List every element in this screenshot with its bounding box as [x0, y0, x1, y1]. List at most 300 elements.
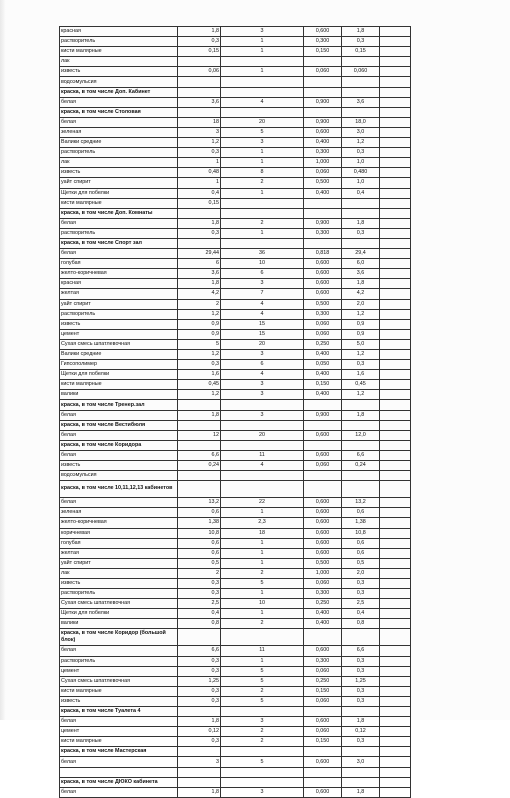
- section-header-row: [60, 481, 411, 498]
- unit-price-cell: 0,600: [304, 518, 342, 528]
- count-cell: 8: [221, 168, 304, 178]
- count-cell: [221, 400, 304, 410]
- unit-price-cell: 0,400: [304, 370, 342, 380]
- empty-cell: [380, 249, 411, 259]
- total-cell: [342, 777, 380, 787]
- item-name-cell: белая: [60, 717, 178, 727]
- count-cell: [221, 767, 304, 777]
- count-cell: 22: [221, 498, 304, 508]
- unit-price-cell: 0,300: [304, 656, 342, 666]
- unit-price-cell: 0,600: [304, 548, 342, 558]
- item-name-cell: Сухая смесь шпатлевочная: [60, 339, 178, 349]
- quantity-cell: [178, 747, 221, 757]
- empty-cell: [380, 370, 411, 380]
- unit-price-cell: 0,600: [304, 538, 342, 548]
- unit-price-cell: 0,600: [304, 259, 342, 269]
- item-name-cell: известь: [60, 168, 178, 178]
- quantity-cell: 0,3: [178, 589, 221, 599]
- item-name-cell: кисти малярные: [60, 686, 178, 696]
- table-row: [60, 508, 411, 518]
- count-cell: 5: [221, 696, 304, 706]
- item-name-cell: краска, в том числе ДЮКО кабинета: [60, 777, 178, 787]
- total-cell: 5,0: [342, 339, 380, 349]
- quantity-cell: 0,15: [178, 198, 221, 208]
- quantity-cell: 0,06: [178, 67, 221, 77]
- total-cell: 1,6: [342, 370, 380, 380]
- table-row: [60, 67, 411, 77]
- item-name-cell: белая: [60, 249, 178, 259]
- total-cell: 1,8: [342, 717, 380, 727]
- empty-cell: [380, 666, 411, 676]
- unit-price-cell: [304, 208, 342, 218]
- quantity-cell: 0,4: [178, 609, 221, 619]
- table-row: [60, 518, 411, 528]
- count-cell: 2: [221, 727, 304, 737]
- table-row: [60, 370, 411, 380]
- table-row: [60, 666, 411, 676]
- table-row: [60, 127, 411, 137]
- empty-cell: [380, 97, 411, 107]
- quantity-cell: 0,3: [178, 686, 221, 696]
- item-name-cell: желтая: [60, 289, 178, 299]
- empty-cell: [380, 481, 411, 498]
- total-cell: 3,6: [342, 269, 380, 279]
- empty-cell: [380, 117, 411, 127]
- table-row: [60, 289, 411, 299]
- total-cell: [342, 767, 380, 777]
- empty-cell: [380, 339, 411, 349]
- table-row: [60, 228, 411, 238]
- table-row: [60, 568, 411, 578]
- empty-cell: [380, 208, 411, 218]
- quantity-cell: 0,3: [178, 656, 221, 666]
- quantity-cell: 4,2: [178, 289, 221, 299]
- empty-cell: [380, 329, 411, 339]
- quantity-cell: 1,2: [178, 309, 221, 319]
- item-name-cell: белая: [60, 498, 178, 508]
- quantity-cell: 0,3: [178, 737, 221, 747]
- total-cell: 0,3: [342, 589, 380, 599]
- item-name-cell: Валики средние: [60, 138, 178, 148]
- count-cell: 10: [221, 599, 304, 609]
- count-cell: 4: [221, 97, 304, 107]
- empty-cell: [380, 158, 411, 168]
- table-row: [60, 528, 411, 538]
- unit-price-cell: 0,900: [304, 117, 342, 127]
- count-cell: 4: [221, 309, 304, 319]
- total-cell: 0,24: [342, 461, 380, 471]
- count-cell: [221, 208, 304, 218]
- total-cell: 1,38: [342, 518, 380, 528]
- item-name-cell: Валики средние: [60, 350, 178, 360]
- item-name-cell: коричневая: [60, 528, 178, 538]
- count-cell: [221, 107, 304, 117]
- unit-price-cell: 1,000: [304, 158, 342, 168]
- count-cell: 1: [221, 548, 304, 558]
- total-cell: 0,3: [342, 148, 380, 158]
- item-name-cell: уайт спирит: [60, 558, 178, 568]
- quantity-cell: 0,6: [178, 548, 221, 558]
- unit-price-cell: [304, 57, 342, 67]
- table-row: [60, 218, 411, 228]
- table-row: [60, 269, 411, 279]
- table-row: [60, 198, 411, 208]
- unit-price-cell: 0,600: [304, 717, 342, 727]
- count-cell: 5: [221, 757, 304, 767]
- item-name-cell: краска, в том числе Туалета 4: [60, 707, 178, 717]
- unit-price-cell: 0,060: [304, 696, 342, 706]
- table-row: [60, 339, 411, 349]
- unit-price-cell: [304, 440, 342, 450]
- total-cell: 0,4: [342, 188, 380, 198]
- empty-cell: [380, 37, 411, 47]
- total-cell: 18,0: [342, 117, 380, 127]
- table-row: [60, 619, 411, 629]
- quantity-cell: [178, 777, 221, 787]
- quantity-cell: 1,8: [178, 279, 221, 289]
- table-row: [60, 329, 411, 339]
- quantity-cell: 0,3: [178, 696, 221, 706]
- table-row: [60, 757, 411, 767]
- unit-price-cell: [304, 238, 342, 248]
- count-cell: 1: [221, 47, 304, 57]
- count-cell: 18: [221, 528, 304, 538]
- section-header-row: [60, 777, 411, 787]
- empty-cell: [380, 360, 411, 370]
- unit-price-cell: [304, 107, 342, 117]
- count-cell: 2: [221, 619, 304, 629]
- item-name-cell: желто-коричневая: [60, 518, 178, 528]
- quantity-cell: 1,8: [178, 218, 221, 228]
- table-row: [60, 168, 411, 178]
- section-header-row: [60, 707, 411, 717]
- item-name-cell: цемент: [60, 666, 178, 676]
- table-row: [60, 279, 411, 289]
- unit-price-cell: 0,600: [304, 279, 342, 289]
- item-name-cell: краска, в том числе Доп. Комнаты: [60, 208, 178, 218]
- unit-price-cell: 0,600: [304, 127, 342, 137]
- unit-price-cell: [304, 400, 342, 410]
- empty-cell: [380, 528, 411, 538]
- table-row: [60, 548, 411, 558]
- total-cell: 3,0: [342, 757, 380, 767]
- quantity-cell: [178, 107, 221, 117]
- empty-cell: [380, 777, 411, 787]
- quantity-cell: [178, 471, 221, 481]
- total-cell: 6,0: [342, 259, 380, 269]
- total-cell: 1,8: [342, 27, 380, 37]
- quantity-cell: 3: [178, 127, 221, 137]
- total-cell: 1,2: [342, 309, 380, 319]
- item-name-cell: красная: [60, 279, 178, 289]
- table-row: [60, 350, 411, 360]
- total-cell: 1,0: [342, 158, 380, 168]
- item-name-cell: краска, в том числе Вестибюля: [60, 420, 178, 430]
- table-row: [60, 138, 411, 148]
- empty-cell: [380, 568, 411, 578]
- item-name-cell: краска, в том числе Тренер.зал: [60, 400, 178, 410]
- item-name-cell: известь: [60, 578, 178, 588]
- quantity-cell: 3,6: [178, 97, 221, 107]
- count-cell: [221, 87, 304, 97]
- item-name-cell: зеленая: [60, 127, 178, 137]
- item-name-cell: растворитель: [60, 309, 178, 319]
- table-row: [60, 599, 411, 609]
- empty-cell: [380, 228, 411, 238]
- count-cell: [221, 707, 304, 717]
- item-name-cell: голубая: [60, 538, 178, 548]
- total-cell: 0,8: [342, 619, 380, 629]
- empty-cell: [380, 609, 411, 619]
- total-cell: 1,8: [342, 410, 380, 420]
- item-name-cell: водоэмульсия: [60, 471, 178, 481]
- total-cell: 0,3: [342, 37, 380, 47]
- unit-price-cell: 0,250: [304, 676, 342, 686]
- item-name-cell: растворитель: [60, 228, 178, 238]
- empty-cell: [380, 498, 411, 508]
- quantity-cell: 6: [178, 259, 221, 269]
- empty-cell: [380, 518, 411, 528]
- empty-cell: [380, 47, 411, 57]
- item-name-cell: цемент: [60, 727, 178, 737]
- section-header-row: [60, 208, 411, 218]
- unit-price-cell: 0,500: [304, 299, 342, 309]
- total-cell: 0,3: [342, 696, 380, 706]
- unit-price-cell: 0,500: [304, 558, 342, 568]
- unit-price-cell: 0,900: [304, 97, 342, 107]
- unit-price-cell: 0,400: [304, 350, 342, 360]
- count-cell: 2: [221, 218, 304, 228]
- total-cell: [342, 77, 380, 87]
- unit-price-cell: 0,400: [304, 188, 342, 198]
- total-cell: 0,3: [342, 686, 380, 696]
- section-header-row: [60, 747, 411, 757]
- section-header-row: [60, 629, 411, 646]
- table-row: [60, 47, 411, 57]
- table-row: [60, 360, 411, 370]
- empty-cell: [380, 676, 411, 686]
- count-cell: 3: [221, 350, 304, 360]
- unit-price-cell: 0,060: [304, 578, 342, 588]
- count-cell: 1: [221, 656, 304, 666]
- item-name-cell: белая: [60, 787, 178, 797]
- quantity-cell: 0,24: [178, 461, 221, 471]
- empty-cell: [380, 138, 411, 148]
- total-cell: 0,480: [342, 168, 380, 178]
- count-cell: 3: [221, 27, 304, 37]
- quantity-cell: [178, 57, 221, 67]
- table-row: [60, 158, 411, 168]
- unit-price-cell: [304, 420, 342, 430]
- item-name-cell: красная: [60, 27, 178, 37]
- count-cell: 11: [221, 646, 304, 656]
- item-name-cell: лак: [60, 158, 178, 168]
- total-cell: 0,5: [342, 558, 380, 568]
- empty-cell: [380, 27, 411, 37]
- quantity-cell: [178, 77, 221, 87]
- count-cell: 1: [221, 508, 304, 518]
- table-row: [60, 77, 411, 87]
- table-row: [60, 117, 411, 127]
- table-row: [60, 309, 411, 319]
- count-cell: 3: [221, 717, 304, 727]
- table-row: [60, 676, 411, 686]
- empty-cell: [380, 430, 411, 440]
- empty-cell: [380, 686, 411, 696]
- quantity-cell: 1,8: [178, 787, 221, 797]
- total-cell: 0,45: [342, 380, 380, 390]
- total-cell: [342, 198, 380, 208]
- empty-cell: [380, 737, 411, 747]
- empty-cell: [380, 410, 411, 420]
- total-cell: 0,3: [342, 228, 380, 238]
- empty-cell: [380, 299, 411, 309]
- count-cell: [221, 440, 304, 450]
- unit-price-cell: 0,050: [304, 360, 342, 370]
- section-header-row: [60, 238, 411, 248]
- quantity-cell: [178, 238, 221, 248]
- count-cell: 11: [221, 450, 304, 460]
- quantity-cell: 0,3: [178, 666, 221, 676]
- total-cell: 0,12: [342, 727, 380, 737]
- unit-price-cell: 0,600: [304, 646, 342, 656]
- unit-price-cell: 0,250: [304, 339, 342, 349]
- count-cell: 1: [221, 558, 304, 568]
- unit-price-cell: 0,400: [304, 390, 342, 400]
- item-name-cell: белая: [60, 97, 178, 107]
- empty-cell: [380, 218, 411, 228]
- empty-cell: [380, 178, 411, 188]
- item-name-cell: краска, в том числе 10,11,12,13 кабинетов: [60, 481, 178, 498]
- empty-cell: [380, 350, 411, 360]
- total-cell: 2,5: [342, 599, 380, 609]
- table-row: [60, 178, 411, 188]
- unit-price-cell: 0,300: [304, 309, 342, 319]
- total-cell: [342, 57, 380, 67]
- total-cell: [342, 420, 380, 430]
- quantity-cell: [178, 481, 221, 498]
- count-cell: 1: [221, 188, 304, 198]
- count-cell: 4: [221, 370, 304, 380]
- quantity-cell: 3,6: [178, 269, 221, 279]
- total-cell: 3,0: [342, 127, 380, 137]
- item-name-cell: кисти малярные: [60, 737, 178, 747]
- unit-price-cell: 0,818: [304, 249, 342, 259]
- unit-price-cell: 0,600: [304, 289, 342, 299]
- unit-price-cell: 0,500: [304, 178, 342, 188]
- unit-price-cell: 0,600: [304, 450, 342, 460]
- quantity-cell: 0,5: [178, 558, 221, 568]
- table-row: [60, 646, 411, 656]
- quantity-cell: [178, 707, 221, 717]
- total-cell: 1,25: [342, 676, 380, 686]
- count-cell: [221, 747, 304, 757]
- item-name-cell: кисти малярные: [60, 47, 178, 57]
- empty-cell: [380, 727, 411, 737]
- unit-price-cell: 0,600: [304, 787, 342, 797]
- item-name-cell: краска, в том числе Мастерская: [60, 747, 178, 757]
- empty-cell: [380, 508, 411, 518]
- quantity-cell: 0,45: [178, 380, 221, 390]
- empty-cell: [380, 259, 411, 269]
- unit-price-cell: 0,600: [304, 528, 342, 538]
- count-cell: 5: [221, 127, 304, 137]
- table-row: [60, 259, 411, 269]
- unit-price-cell: [304, 471, 342, 481]
- quantity-cell: [178, 629, 221, 646]
- item-name-cell: кисти малярные: [60, 198, 178, 208]
- unit-price-cell: 0,300: [304, 228, 342, 238]
- item-name-cell: уайт спирит: [60, 299, 178, 309]
- count-cell: 15: [221, 329, 304, 339]
- item-name-cell: лак: [60, 57, 178, 67]
- quantity-cell: 2: [178, 568, 221, 578]
- count-cell: 3: [221, 380, 304, 390]
- total-cell: 10,8: [342, 528, 380, 538]
- table-row: [60, 737, 411, 747]
- item-name-cell: краска, в том числе Коридор (большой блок): [60, 629, 178, 646]
- empty-cell: [380, 787, 411, 797]
- unit-price-cell: 0,900: [304, 410, 342, 420]
- count-cell: [221, 471, 304, 481]
- table-row: [60, 430, 411, 440]
- quantity-cell: 0,3: [178, 228, 221, 238]
- quantity-cell: 10,8: [178, 528, 221, 538]
- total-cell: 2,0: [342, 299, 380, 309]
- count-cell: [221, 198, 304, 208]
- unit-price-cell: 1,000: [304, 568, 342, 578]
- count-cell: 4: [221, 299, 304, 309]
- total-cell: 6,6: [342, 646, 380, 656]
- total-cell: 0,3: [342, 360, 380, 370]
- table-row: [60, 57, 411, 67]
- quantity-cell: 1,25: [178, 676, 221, 686]
- empty-cell: [380, 767, 411, 777]
- item-name-cell: краска, в том числе Спорт зал: [60, 238, 178, 248]
- empty-cell: [380, 696, 411, 706]
- empty-cell: [380, 629, 411, 646]
- table-row: [60, 589, 411, 599]
- page-edge-shadow: [0, 0, 6, 720]
- quantity-cell: [178, 767, 221, 777]
- item-name-cell: известь: [60, 696, 178, 706]
- quantity-cell: 0,8: [178, 619, 221, 629]
- empty-cell: [380, 558, 411, 568]
- total-cell: 3,6: [342, 97, 380, 107]
- count-cell: 2: [221, 737, 304, 747]
- quantity-cell: 1,8: [178, 717, 221, 727]
- empty-cell: [380, 87, 411, 97]
- total-cell: 0,9: [342, 329, 380, 339]
- unit-price-cell: 0,060: [304, 666, 342, 676]
- quantity-cell: 1,2: [178, 350, 221, 360]
- table-row: [60, 717, 411, 727]
- count-cell: [221, 481, 304, 498]
- count-cell: 20: [221, 430, 304, 440]
- total-cell: 1,2: [342, 390, 380, 400]
- table-row: [60, 727, 411, 737]
- total-cell: 29,4: [342, 249, 380, 259]
- total-cell: 0,3: [342, 578, 380, 588]
- unit-price-cell: 0,060: [304, 67, 342, 77]
- count-cell: [221, 629, 304, 646]
- total-cell: 0,4: [342, 609, 380, 619]
- table-row: [60, 767, 411, 777]
- unit-price-cell: [304, 198, 342, 208]
- total-cell: [342, 747, 380, 757]
- item-name-cell: известь: [60, 67, 178, 77]
- quantity-cell: 0,3: [178, 37, 221, 47]
